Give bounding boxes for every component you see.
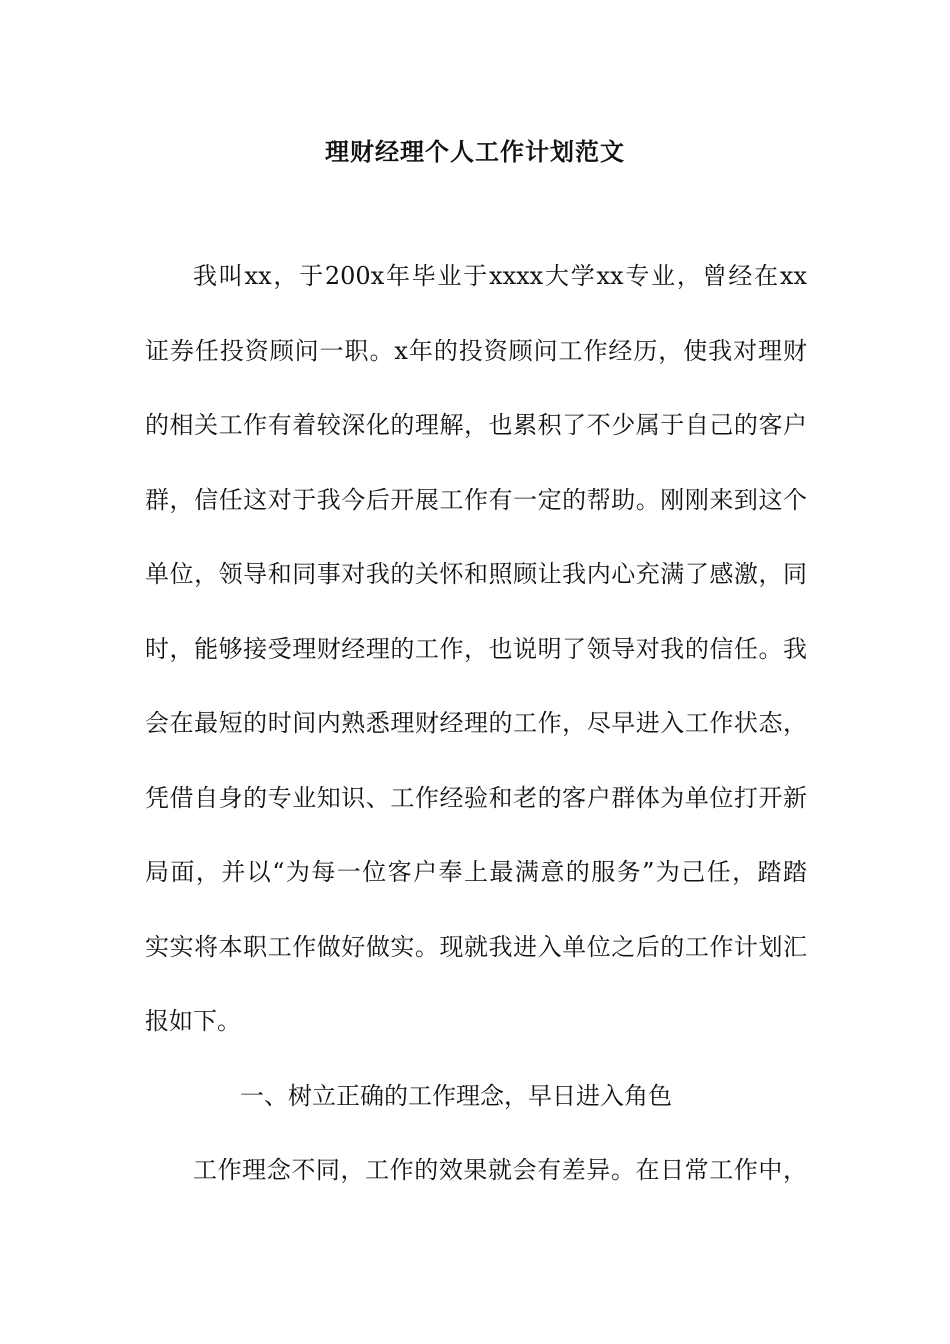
paragraph-line: 时，能够接受理财经理的工作，也说明了领导对我的信任。我 (145, 635, 807, 663)
paragraph-line: 局面，并以“为每一位客户奉上最满意的服务”为己任，踏踏 (145, 858, 807, 886)
paragraph-line: 工作理念不同，工作的效果就会有差异。在日常工作中， (193, 1156, 807, 1184)
section-heading: 一、树立正确的工作理念，早日进入角色 (240, 1082, 672, 1110)
paragraph-line: 群，信任这对于我今后开展工作有一定的帮助。刚刚来到这个 (145, 486, 807, 514)
paragraph-line: 证券任投资顾问一职。x年的投资顾问工作经历，使我对理财 (145, 337, 807, 365)
paragraph-line: 凭借自身的专业知识、工作经验和老的客户群体为单位打开新 (145, 784, 807, 812)
paragraph-line: 实实将本职工作做好做实。现就我进入单位之后的工作计划汇 (145, 933, 807, 961)
paragraph-line: 我叫xx，于200x年毕业于xxxx大学xx专业，曾经在xx (193, 262, 807, 290)
paragraph-line: 的相关工作有着较深化的理解，也累积了不少属于自己的客户 (145, 411, 807, 439)
paragraph-line: 会在最短的时间内熟悉理财经理的工作，尽早进入工作状态， (145, 709, 807, 737)
document-title: 理财经理个人工作计划范文 (325, 137, 625, 166)
paragraph-line: 单位，领导和同事对我的关怀和照顾让我内心充满了感激，同 (145, 560, 807, 588)
paragraph-line: 报如下。 (145, 1007, 241, 1035)
